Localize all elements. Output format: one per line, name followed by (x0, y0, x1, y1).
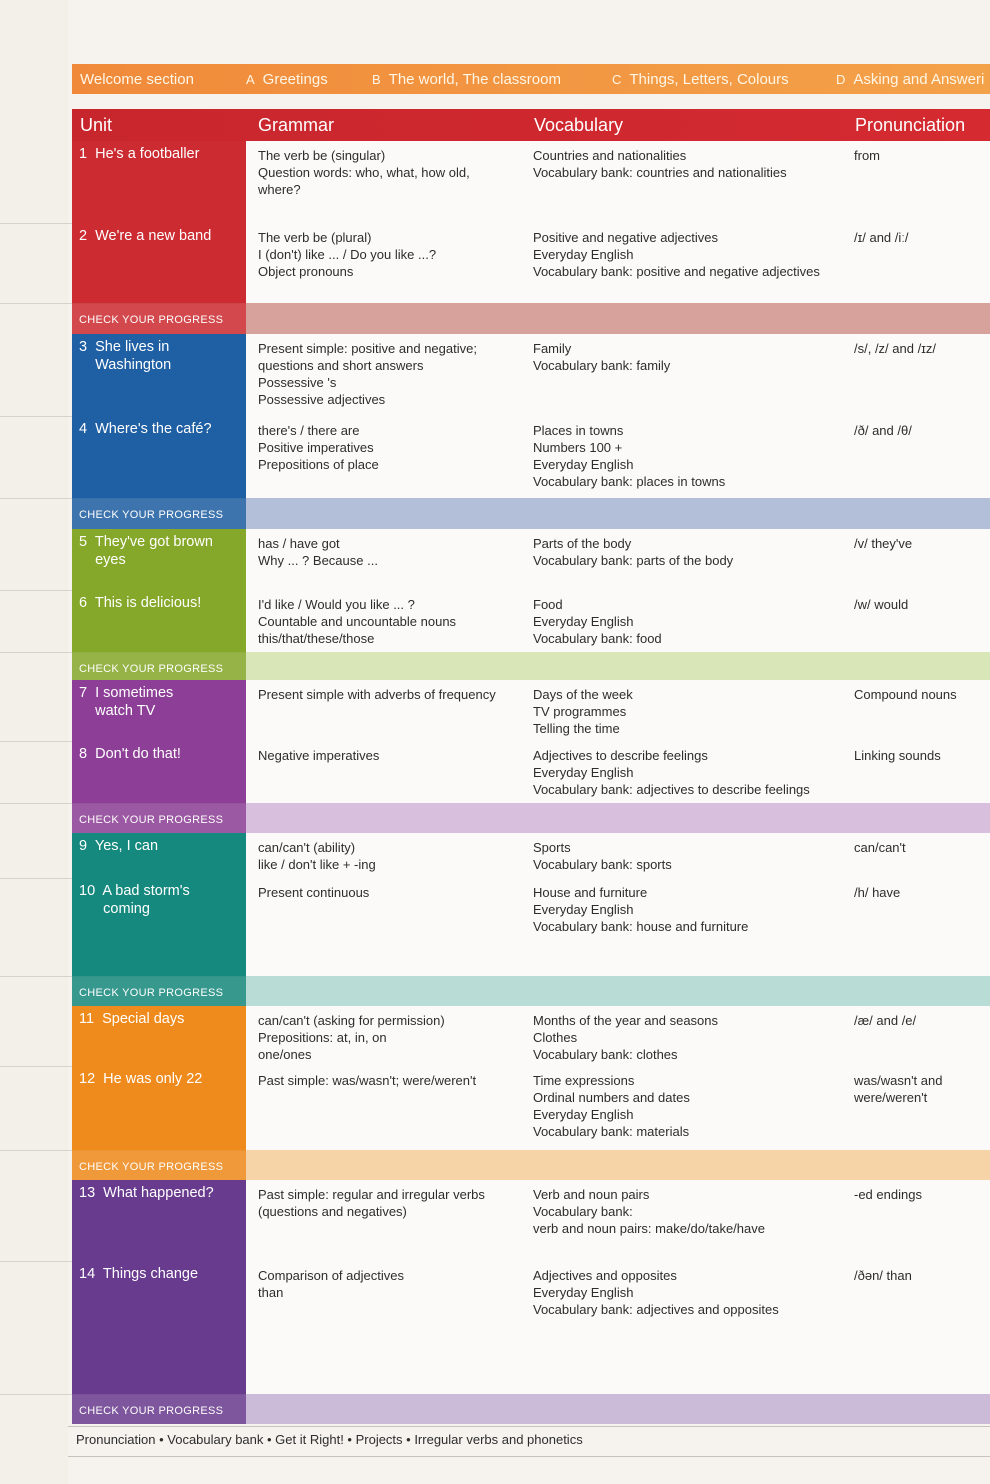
unit-cell (72, 416, 246, 498)
check-your-progress-text: CHECK YOUR PROGRESS (79, 1405, 224, 1417)
vocabulary-cell: House and furniture Everyday English Vocabulary bank: house and furniture (533, 885, 749, 934)
unit-cell (72, 1261, 246, 1394)
check-your-progress-label (72, 976, 246, 1006)
grammar-cell: Present continuous (258, 885, 370, 900)
unit-row (0, 416, 990, 499)
unit-row (0, 1066, 990, 1151)
grammar-cell: Present simple with adverbs of frequency (258, 687, 496, 702)
check-your-progress-band (246, 976, 990, 1006)
check-your-progress-band (246, 303, 990, 334)
vocabulary-cell: Adjectives and opposites Everyday English Vocabulary bank: adjectives and opposites (533, 1268, 779, 1317)
grammar-cell: Negative imperatives (258, 748, 380, 763)
vocabulary-cell: Countries and nationalities Vocabulary bank: countries and nationalities (533, 148, 787, 180)
vocabulary-cell: Verb and noun pairs Vocabulary bank: verb and noun pairs: make/do/take/have (533, 1187, 765, 1236)
grammar-cell: The verb be (plural) I (don't) like ... / Do you like ...? Object pronouns (258, 230, 437, 279)
unit-title: 10 A bad storm's coming (79, 883, 190, 917)
unit-row (0, 334, 990, 417)
unit-title: 14 Things change (79, 1266, 199, 1282)
header-pronunciation: Pronunciation (855, 115, 966, 135)
check-your-progress-label (72, 803, 246, 833)
welcome-item-c: C Things, Letters, Colours (612, 70, 789, 88)
grammar-cell: has / have got Why ... ? Because ... (258, 536, 378, 568)
check-your-progress-row (72, 1150, 990, 1180)
pronunciation-cell: Linking sounds (854, 748, 941, 763)
pronunciation-cell: Compound nouns (854, 687, 957, 702)
unit-cell (72, 680, 246, 741)
pronunciation-cell: /w/ would (854, 597, 909, 612)
pronunciation-cell: can/can't (854, 840, 906, 855)
grammar-cell: I'd like / Would you like ... ? Countable and uncountable nouns this/that/these/those (258, 597, 457, 646)
check-your-progress-label (72, 498, 246, 529)
check-your-progress-row (72, 1394, 990, 1424)
vocabulary-cell: Food Everyday English Vocabulary bank: food (533, 597, 662, 646)
unit-title: 7 I sometimes watch TV (79, 685, 174, 719)
welcome-item-d: D Asking and Answeri (836, 70, 985, 88)
unit-title: 13 What happened? (79, 1185, 214, 1201)
unit-title: 9 Yes, I can (79, 838, 159, 854)
unit-title: 2 We're a new band (79, 228, 212, 244)
unit-title: 1 He's a footballer (79, 146, 200, 162)
unit-cell (72, 223, 246, 303)
header-unit: Unit (80, 115, 113, 135)
grammar-cell: can/can't (ability) like / don't like + -ing (258, 840, 376, 872)
welcome-item-a: A Greetings (246, 70, 328, 88)
vocabulary-cell: Sports Vocabulary bank: sports (533, 840, 672, 872)
unit-title: 6 This is delicious! (79, 595, 202, 611)
welcome-title: Welcome section (80, 70, 194, 88)
check-your-progress-row (72, 498, 990, 529)
check-your-progress-text: CHECK YOUR PROGRESS (79, 509, 224, 521)
pronunciation-cell: /æ/ and /e/ (854, 1013, 917, 1028)
check-your-progress-band (246, 498, 990, 529)
check-your-progress-row (72, 803, 990, 833)
vocabulary-cell: Parts of the body Vocabulary bank: parts of the body (533, 536, 734, 568)
unit-row (0, 680, 990, 742)
pronunciation-cell: /v/ they've (854, 536, 913, 551)
pronunciation-cell: -ed endings (854, 1187, 922, 1202)
unit-cell (72, 1180, 246, 1261)
unit-cell (72, 141, 246, 223)
check-your-progress-text: CHECK YOUR PROGRESS (79, 987, 224, 999)
vocabulary-cell: Days of the week TV programmes Telling the time (533, 687, 633, 736)
pronunciation-cell: /h/ have (854, 885, 901, 900)
unit-title: 11 Special days (79, 1011, 185, 1027)
footer-divider (68, 1456, 990, 1457)
check-your-progress-text: CHECK YOUR PROGRESS (79, 663, 224, 675)
check-your-progress-band (246, 803, 990, 833)
unit-row (0, 1261, 990, 1395)
unit-cell (72, 590, 246, 652)
footer-divider-top (68, 1426, 990, 1427)
check-your-progress-row (72, 303, 990, 334)
unit-cell (72, 334, 246, 416)
pronunciation-cell: /s/, /z/ and /ɪz/ (854, 341, 936, 356)
unit-cell (72, 741, 246, 803)
pronunciation-cell: /ðən/ than (854, 1268, 912, 1283)
unit-row (0, 141, 990, 224)
welcome-section-bar (72, 64, 990, 94)
pronunciation-cell: was/wasn't and were/weren't (854, 1073, 943, 1105)
grammar-cell: can/can't (asking for permission) Prepositions: at, in, on one/ones (258, 1013, 445, 1062)
vocabulary-cell: Positive and negative adjectives Everyday English Vocabulary bank: positive and negative adjectives (533, 230, 820, 279)
unit-title: 8 Don't do that! (79, 746, 181, 762)
unit-title: 4 Where's the café? (79, 421, 212, 437)
check-your-progress-row (72, 652, 990, 680)
check-your-progress-band (246, 652, 990, 680)
unit-row (0, 741, 990, 804)
unit-cell (72, 878, 246, 976)
unit-cell (72, 833, 246, 878)
header-grammar: Grammar (258, 115, 334, 135)
check-your-progress-label (72, 652, 246, 680)
grammar-cell: Comparison of adjectives than (258, 1268, 404, 1300)
check-your-progress-band (246, 1394, 990, 1424)
unit-cell (72, 1066, 246, 1150)
unit-row (0, 223, 990, 304)
check-your-progress-label (72, 1150, 246, 1180)
pronunciation-cell: /ɪ/ and /iː/ (854, 230, 909, 245)
unit-row (0, 1006, 990, 1067)
check-your-progress-band (246, 1150, 990, 1180)
unit-cell (72, 529, 246, 590)
grammar-cell: The verb be (singular) Question words: who, what, how old, where? (258, 148, 470, 197)
unit-row (0, 833, 990, 879)
check-your-progress-label (72, 303, 246, 334)
unit-row (0, 590, 990, 653)
unit-title: 3 She lives in Washington (79, 339, 172, 373)
footer-links: Pronunciation • Vocabulary bank • Get it Right! • Projects • Irregular verbs and phonetics (76, 1432, 583, 1447)
unit-title: 12 He was only 22 (79, 1071, 203, 1087)
grammar-cell: Past simple: regular and irregular verbs (questions and negatives) (258, 1187, 485, 1219)
grammar-cell: Past simple: was/wasn't; were/weren't (258, 1073, 477, 1088)
unit-row (0, 529, 990, 591)
welcome-item-b: B The world, The classroom (372, 70, 561, 88)
unit-row (0, 1180, 990, 1262)
vocabulary-cell: Time expressions Ordinal numbers and dates Everyday English Vocabulary bank: materials (533, 1073, 690, 1139)
pronunciation-cell: /ð/ and /θ/ (854, 423, 912, 438)
check-your-progress-text: CHECK YOUR PROGRESS (79, 1161, 224, 1173)
grammar-cell: there's / there are Positive imperatives Prepositions of place (258, 423, 379, 472)
check-your-progress-text: CHECK YOUR PROGRESS (79, 314, 224, 326)
check-your-progress-text: CHECK YOUR PROGRESS (79, 814, 224, 826)
grammar-cell: Present simple: positive and negative; questions and short answers Possessive 's Possessive adjectives (258, 341, 477, 407)
unit-title: 5 They've got brown eyes (79, 534, 213, 568)
unit-row (0, 878, 990, 977)
vocabulary-cell: Adjectives to describe feelings Everyday English Vocabulary bank: adjectives to describe feelings (533, 748, 810, 797)
vocabulary-cell: Months of the year and seasons Clothes Vocabulary bank: clothes (533, 1013, 719, 1062)
header-vocabulary: Vocabulary (534, 115, 624, 135)
check-your-progress-label (72, 1394, 246, 1424)
table-header (72, 109, 990, 141)
pronunciation-cell: from (854, 148, 880, 163)
unit-cell (72, 1006, 246, 1066)
check-your-progress-row (72, 976, 990, 1006)
vocabulary-cell: Family Vocabulary bank: family (533, 341, 671, 373)
vocabulary-cell: Places in towns Numbers 100 + Everyday English Vocabulary bank: places in towns (533, 423, 726, 489)
